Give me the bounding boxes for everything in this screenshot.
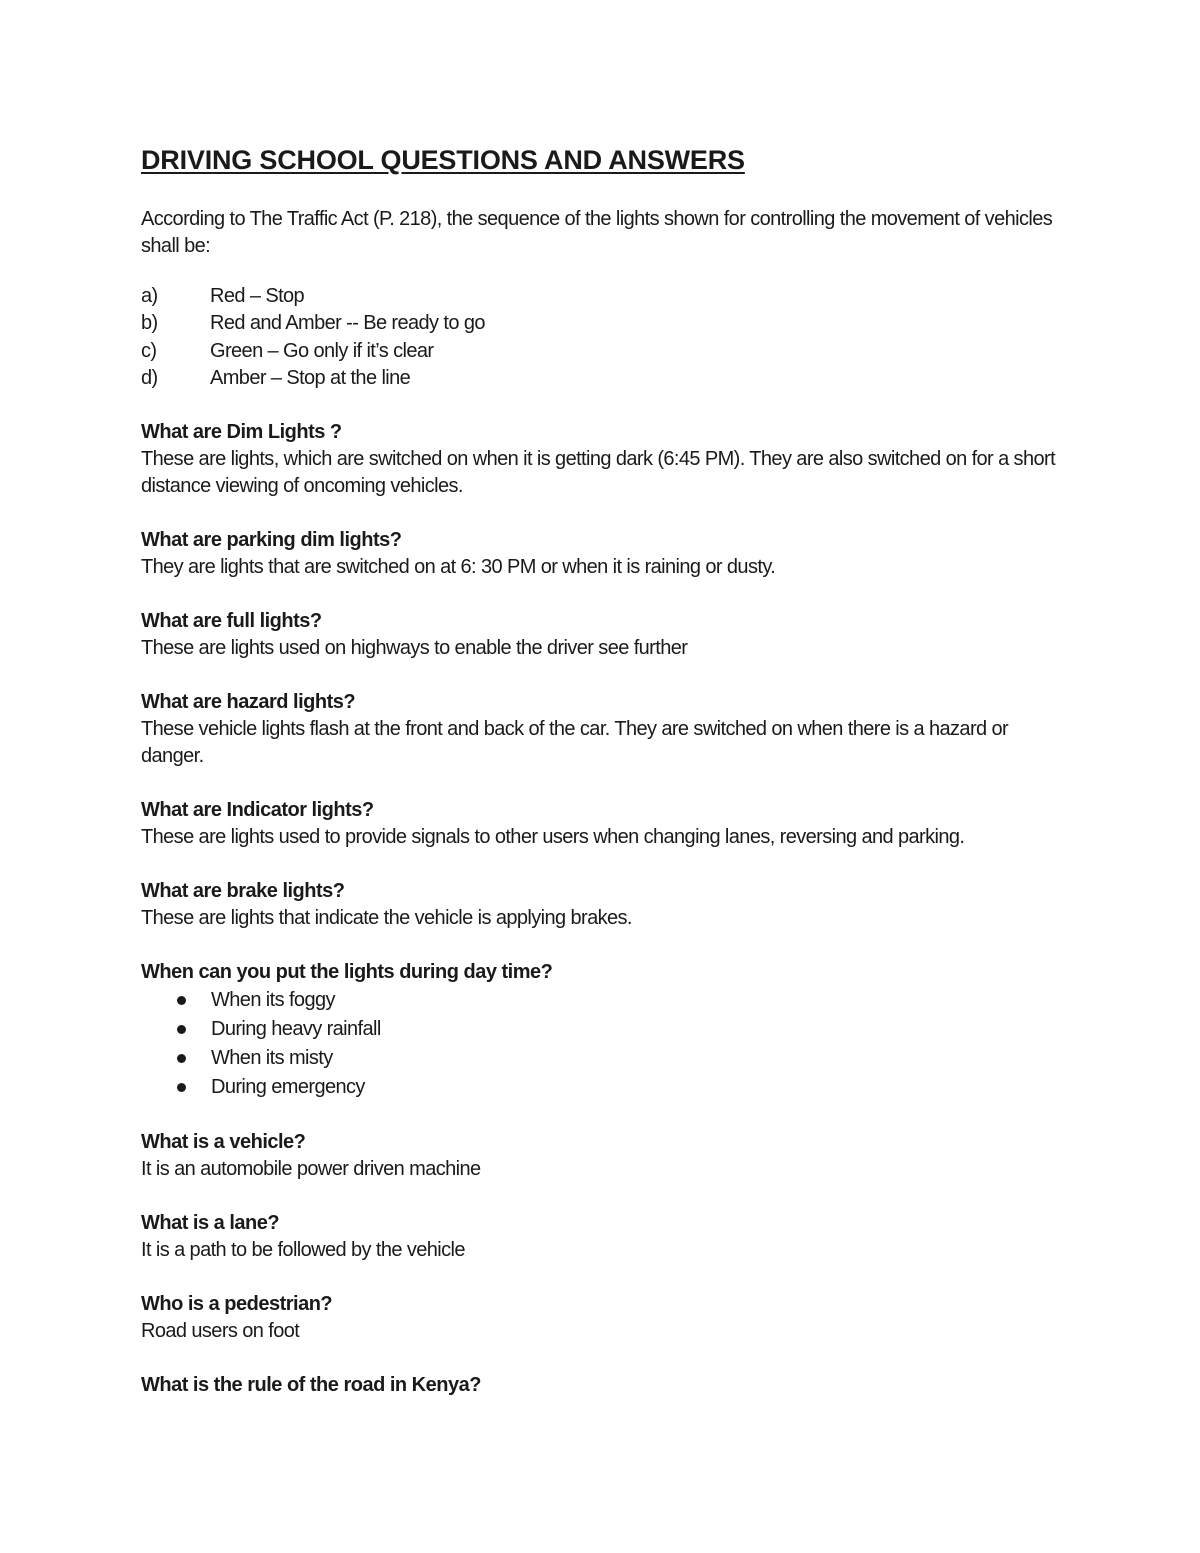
qa-brake-lights xyxy=(141,878,1061,932)
question: What is a lane? xyxy=(141,1212,280,1235)
list-item-text: When its misty xyxy=(211,1047,333,1070)
list-item-text: During emergency xyxy=(211,1076,365,1099)
question: What are Indicator lights? xyxy=(141,799,374,822)
qa-indicator-lights xyxy=(141,797,1061,851)
question: What is a vehicle? xyxy=(141,1131,306,1154)
answer: These are lights, which are switched on when it is getting dark (6:45 PM). They are also switched on for a short distance viewing of oncoming vehicles. xyxy=(141,448,1056,498)
question: What are parking dim lights? xyxy=(141,529,402,552)
list-item-text: Amber – Stop at the line xyxy=(210,366,411,389)
light-sequence-list xyxy=(141,283,1061,392)
answer: These are lights that indicate the vehicle is applying brakes. xyxy=(141,907,632,930)
bullet-icon xyxy=(177,1025,186,1034)
answer: These are lights used to provide signals to other users when changing lanes, reversing and parking. xyxy=(141,826,965,849)
qa-parking-dim-lights xyxy=(141,527,1061,581)
list-item xyxy=(141,1015,1061,1044)
list-item xyxy=(141,310,1061,337)
list-item-text: When its foggy xyxy=(211,989,335,1012)
bullet-icon xyxy=(177,996,186,1005)
qa-full-lights xyxy=(141,608,1061,662)
answer: They are lights that are switched on at 6: 30 PM or when it is raining or dusty. xyxy=(141,556,776,579)
qa-daytime-lights xyxy=(141,959,1061,1102)
list-item xyxy=(141,338,1061,365)
qa-vehicle xyxy=(141,1129,1061,1183)
list-item-text: Red – Stop xyxy=(210,285,305,307)
daytime-bullet-list xyxy=(141,986,1061,1102)
question: When can you put the lights during day time? xyxy=(141,961,553,984)
question: What are hazard lights? xyxy=(141,691,356,714)
qa-lane xyxy=(141,1210,1061,1264)
answer: These vehicle lights flash at the front and back of the car. They are switched on when there is a hazard or danger. xyxy=(141,718,1009,768)
answer: Road users on foot xyxy=(141,1320,300,1343)
list-item-text: During heavy rainfall xyxy=(211,1018,381,1041)
list-marker: c) xyxy=(141,339,157,362)
list-marker: a) xyxy=(141,285,158,307)
list-marker: b) xyxy=(141,312,158,335)
question: Who is a pedestrian? xyxy=(141,1293,333,1316)
intro-paragraph: According to The Traffic Act (P. 218), the sequence of the lights shown for controlling the movement of vehicles shall be: xyxy=(141,208,1053,257)
list-item xyxy=(141,1073,1061,1102)
list-item xyxy=(141,283,1061,310)
question: What are Dim Lights ? xyxy=(141,421,342,444)
question: What are full lights? xyxy=(141,610,322,633)
bullet-icon xyxy=(177,1054,186,1063)
qa-hazard-lights xyxy=(141,689,1061,770)
qa-rule-of-road xyxy=(141,1372,1061,1399)
bullet-icon xyxy=(177,1083,186,1092)
qa-pedestrian xyxy=(141,1291,1061,1345)
list-item xyxy=(141,1044,1061,1073)
list-item-text: Green – Go only if it’s clear xyxy=(210,339,434,362)
list-item xyxy=(141,365,1061,392)
document-title: DRIVING SCHOOL QUESTIONS AND ANSWERS xyxy=(141,145,745,175)
list-item-text: Red and Amber -- Be ready to go xyxy=(210,312,485,335)
list-item xyxy=(141,986,1061,1015)
answer: These are lights used on highways to enable the driver see further xyxy=(141,637,688,660)
question: What are brake lights? xyxy=(141,880,345,903)
qa-dim-lights xyxy=(141,419,1061,500)
question: What is the rule of the road in Kenya? xyxy=(141,1374,481,1397)
document-page xyxy=(141,142,1061,1399)
list-marker: d) xyxy=(141,366,158,389)
answer: It is an automobile power driven machine xyxy=(141,1158,481,1181)
answer: It is a path to be followed by the vehicle xyxy=(141,1239,465,1262)
